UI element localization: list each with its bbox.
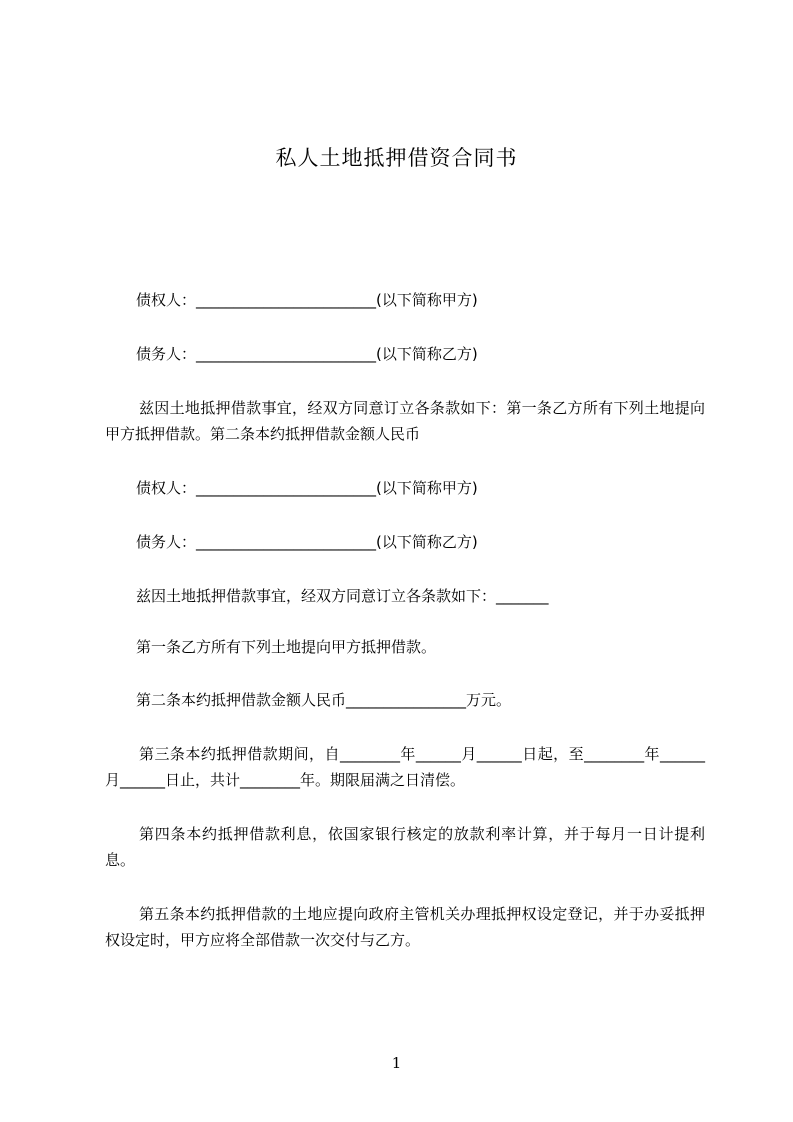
article-5: 第五条本约抵押借款的土地应提向政府主管机关办理抵押权设定登记，并于办妥抵押权设定时，甲方应将全部借款一次交付与乙方。 — [105, 905, 705, 949]
article-1: 第一条乙方所有下列土地提向甲方抵押借款。 — [136, 638, 437, 656]
article-3: 第三条本约抵押借款期间，自________年______月______日起，至________年______月______日止，共计________年。期限届满之日清偿。 — [105, 745, 705, 789]
debtor-line-2: 债务人：________________________(以下简称乙方) — [136, 533, 478, 551]
creditor-line-2: 债权人：________________________(以下简称甲方) — [136, 479, 478, 497]
intro-paragraph-2: 兹因土地抵押借款事宜，经双方同意订立各条款如下：_______ — [136, 587, 549, 605]
article-2: 第二条本约抵押借款金额人民币________________万元。 — [136, 691, 512, 709]
document-title: 私人土地抵押借资合同书 — [275, 146, 518, 170]
intro-paragraph-1: 兹因土地抵押借款事宜，经双方同意订立各条款如下：第一条乙方所有下列土地提向甲方抵押借款。第二条本约抵押借款金额人民币 — [105, 399, 705, 443]
creditor-line-1: 债权人：________________________(以下简称甲方) — [136, 291, 478, 309]
debtor-line-1: 债务人：________________________(以下简称乙方) — [136, 345, 478, 363]
article-4: 第四条本约抵押借款利息，依国家银行核定的放款利率计算，并于每月一日计提利息。 — [105, 825, 705, 869]
page-number: 1 — [391, 1054, 402, 1072]
